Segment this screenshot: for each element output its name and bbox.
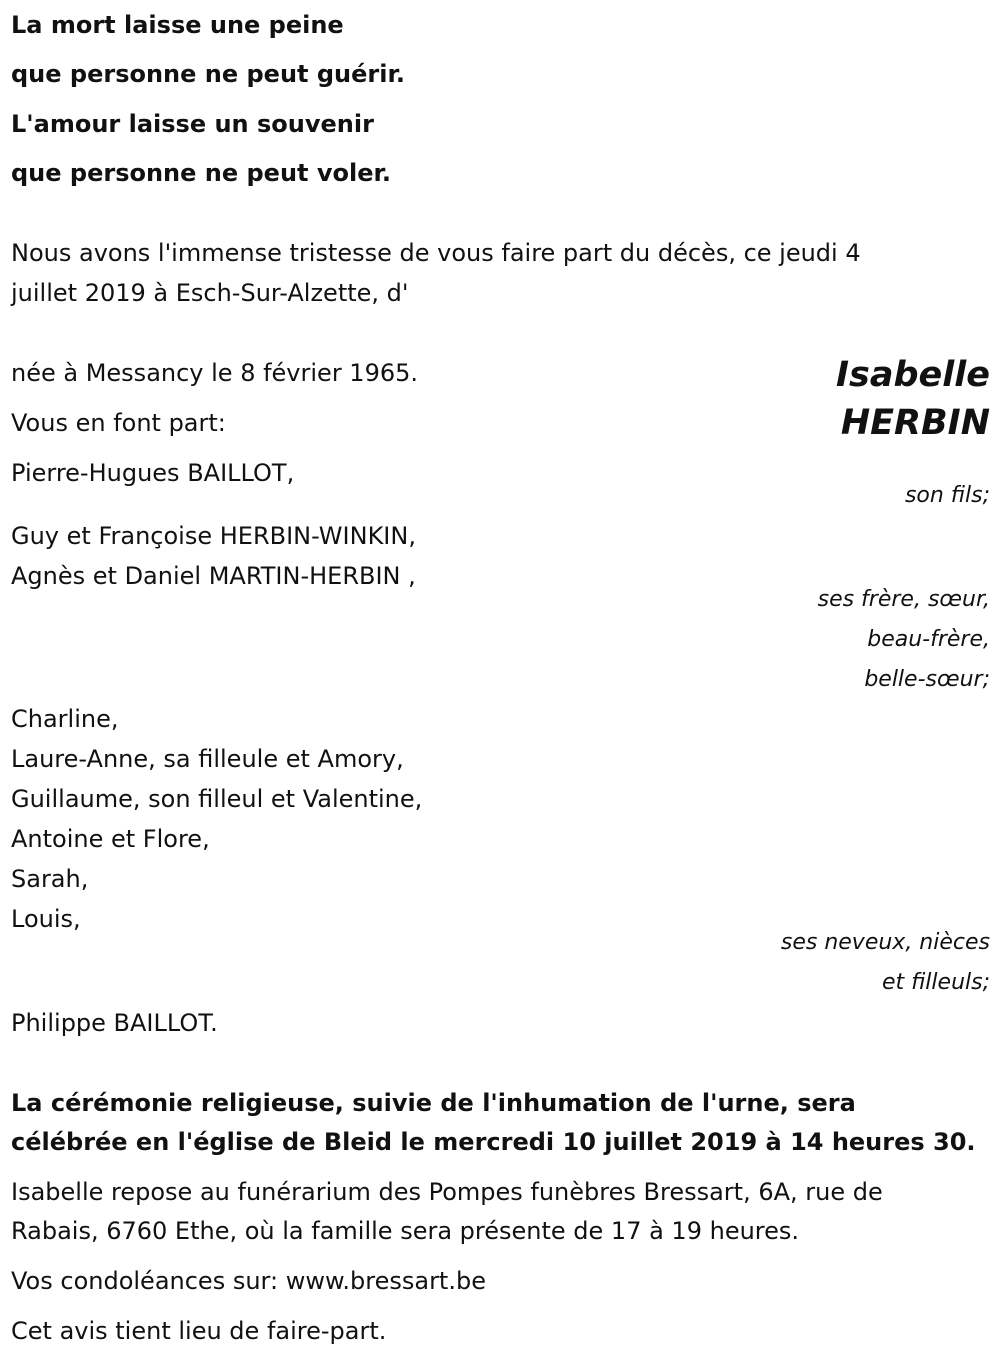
nephew-name-1: Charline, (11, 705, 119, 733)
funeral-home-line-2: Rabais, 6760 Ethe, où la famille sera présente de 17 à 19 heures. (11, 1217, 800, 1245)
poem-line-4: que personne ne peut voler. (11, 159, 392, 187)
nephew-name-3: Guillaume, son filleul et Valentine, (11, 785, 423, 813)
last-family-member: Philippe BAILLOT. (11, 1009, 218, 1037)
closing-text: Cet avis tient lieu de faire-part. (11, 1317, 387, 1345)
birth-info: née à Messancy le 8 février 1965. (11, 359, 419, 387)
nephew-name-6: Louis, (11, 905, 81, 933)
nephew-name-4: Antoine et Flore, (11, 825, 210, 853)
funeral-home-line-1: Isabelle repose au funérarium des Pompes funèbres Bressart, 6A, rue de (11, 1178, 883, 1206)
siblings-relation-1: ses frère, sœur, (817, 587, 990, 612)
nephew-name-2: Laure-Anne, sa filleule et Amory, (11, 745, 404, 773)
son-relation: son fils; (904, 483, 990, 508)
sibling-name-1: Guy et Françoise HERBIN-WINKIN, (11, 522, 416, 550)
announcement-line-1: Nous avons l'immense tristesse de vous faire part du décès, ce jeudi 4 (11, 239, 861, 267)
condolences-text: Vos condoléances sur: www.bressart.be (11, 1267, 486, 1295)
announcement-line-2: juillet 2019 à Esch-Sur-Alzette, d' (11, 279, 409, 307)
poem-line-3: L'amour laisse un souvenir (11, 110, 374, 138)
ceremony-line-2: célébrée en l'église de Bleid le mercredi 10 juillet 2019 à 14 heures 30. (11, 1128, 976, 1156)
intro-text: Vous en font part: (11, 409, 226, 437)
deceased-first-name: Isabelle (836, 355, 990, 395)
nephew-name-5: Sarah, (11, 865, 89, 893)
nephews-relation-1: ses neveux, nièces (780, 930, 990, 955)
siblings-relation-3: belle-sœur; (864, 667, 990, 692)
sibling-name-2: Agnès et Daniel MARTIN-HERBIN , (11, 562, 416, 590)
son-name: Pierre-Hugues BAILLOT, (11, 459, 295, 487)
siblings-relation-2: beau-frère, (867, 627, 990, 652)
nephews-relation-2: et filleuls; (881, 970, 990, 995)
ceremony-line-1: La cérémonie religieuse, suivie de l'inhumation de l'urne, sera (11, 1089, 856, 1117)
deceased-last-name: HERBIN (840, 403, 990, 443)
poem-line-2: que personne ne peut guérir. (11, 60, 405, 88)
poem-line-1: La mort laisse une peine (11, 11, 344, 39)
